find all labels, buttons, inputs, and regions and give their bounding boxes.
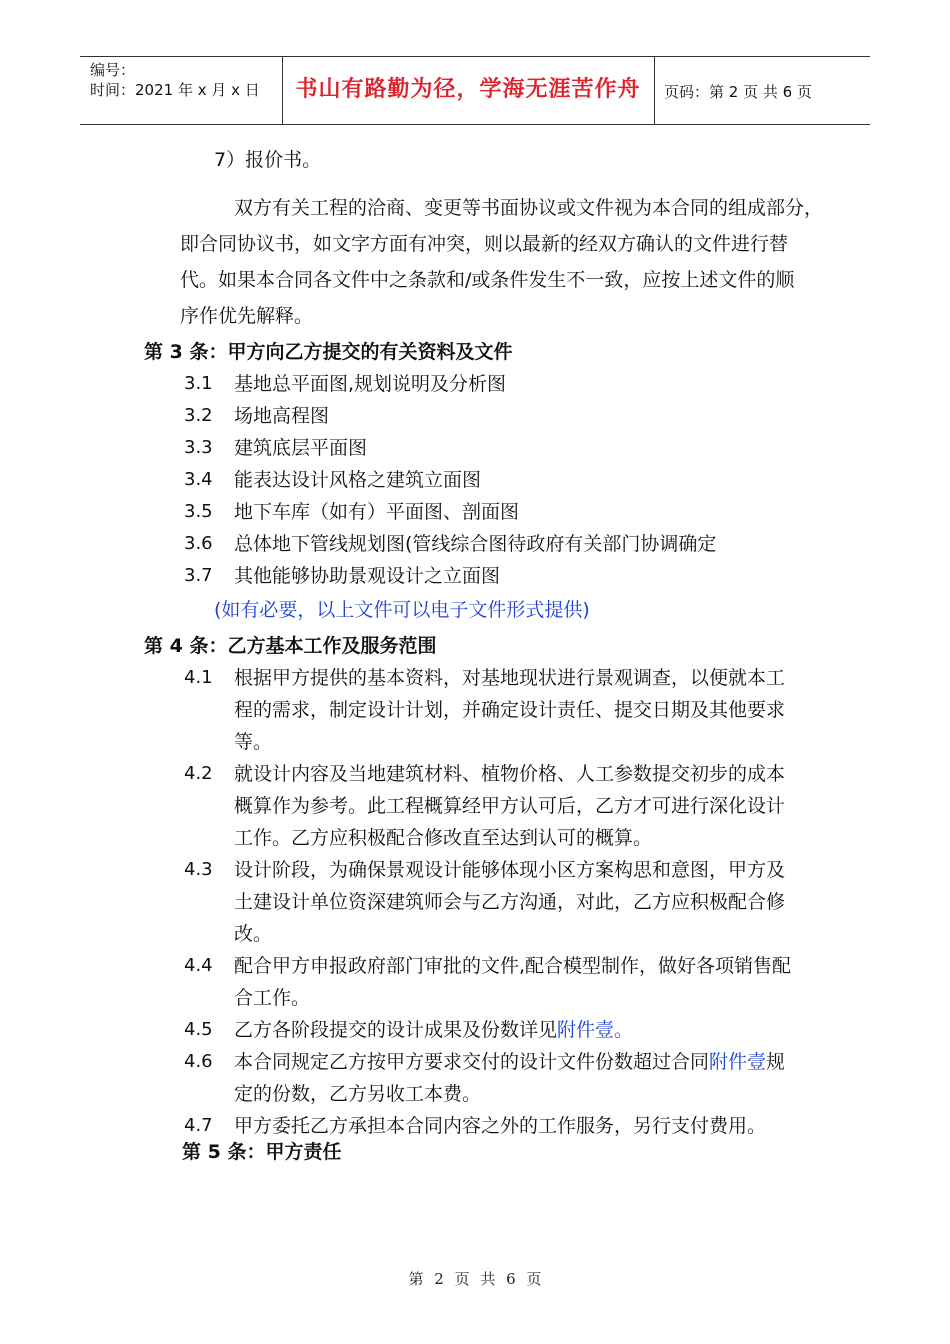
item-text: 规: [766, 1051, 786, 1073]
item-text-line: 等。: [234, 731, 273, 753]
item-text: 乙方各阶段提交的设计成果及份数详见: [234, 1019, 558, 1041]
paragraph-line-2: 即合同协议书，如文字方面有冲突，则以最新的经双方确认的文件进行替: [180, 233, 789, 255]
item-text: 能表达设计风格之建筑立面图: [234, 469, 482, 491]
page-footer: 第 2 页 共 6 页: [408, 1270, 542, 1288]
header-bottom-rule: [80, 124, 870, 125]
item-number: 3.4: [184, 469, 213, 490]
item-number: 3.5: [184, 501, 213, 522]
item-text-line: [234, 1014, 633, 1046]
article-3-title: 第 3 条：甲方向乙方提交的有关资料及文件: [144, 341, 513, 363]
article-3-note: (如有必要，以上文件可以电子文件形式提供): [214, 599, 590, 621]
item-text-line: 定的份数，乙方另收工本费。: [234, 1083, 482, 1105]
paragraph-line-4: 序作优先解释。: [180, 305, 314, 327]
item-number: 4.6: [184, 1051, 213, 1072]
item-text-line: 概算作为参考。此工程概算经甲方认可后，乙方才可进行深化设计: [234, 795, 786, 817]
item-number: 4.7: [184, 1115, 213, 1136]
article-4-title: 第 4 条：乙方基本工作及服务范围: [144, 635, 437, 657]
header-motto: 书山有路勤为径，学海无涯苦作舟: [295, 77, 641, 102]
item-number: 3.3: [184, 437, 213, 458]
item-number: 4.2: [184, 763, 213, 784]
header-page-info: 页码：第 2 页 共 6 页: [664, 83, 812, 101]
item-text-line: 配合甲方申报政府部门审批的文件,配合模型制作，做好各项销售配: [234, 955, 792, 977]
item-text: 基地总平面图,规划说明及分析图: [234, 373, 507, 395]
item-text-line: [234, 1046, 785, 1078]
paragraph-line-3: 代。如果本合同各文件中之条款和/或条件发生不一致，应按上述文件的顺: [180, 269, 795, 291]
attachment-link[interactable]: 附件壹。: [557, 1019, 634, 1041]
item-number: 3.6: [184, 533, 213, 554]
item-text-line: 土建设计单位资深建筑师会与乙方沟通，对此，乙方应积极配合修: [234, 891, 786, 913]
item-text: 地下车库（如有）平面图、剖面图: [234, 501, 520, 523]
item-text-line: 合工作。: [234, 987, 311, 1009]
item-text: 其他能够协助景观设计之立面图: [234, 565, 501, 587]
article-5-title: 第 5 条：甲方责任: [182, 1141, 342, 1163]
item-text: 场地高程图: [234, 405, 330, 427]
item-text-line: 工作。乙方应积极配合修改直至达到认可的概算。: [234, 827, 653, 849]
header-divider-right: [654, 56, 655, 124]
item-text-line: 设计阶段，为确保景观设计能够体现小区方案构思和意图，甲方及: [234, 859, 786, 881]
item-number: 4.3: [184, 859, 213, 880]
item-text-line: 程的需求，制定设计计划，并确定设计责任、提交日期及其他要求: [234, 699, 786, 721]
item-number: 3.1: [184, 373, 213, 394]
item-text-line: 改。: [234, 923, 273, 945]
paragraph-line-1: 双方有关工程的洽商、变更等书面协议或文件视为本合同的组成部分，: [234, 197, 824, 219]
header-number-label: 编号：: [90, 61, 136, 79]
item-text-line: 根据甲方提供的基本资料，对基地现状进行景观调查，以便就本工: [234, 667, 786, 689]
item-text: 本合同规定乙方按甲方要求交付的设计文件份数超过合同: [234, 1051, 710, 1073]
item-number: 4.4: [184, 955, 213, 976]
item-number: 3.2: [184, 405, 213, 426]
item-number: 3.7: [184, 565, 213, 586]
item-text: 建筑底层平面图: [234, 437, 368, 459]
item-text-line: 就设计内容及当地建筑材料、植物价格、人工参数提交初步的成本: [234, 763, 786, 785]
item-number: 4.1: [184, 667, 213, 688]
item-text-line: 甲方委托乙方承担本合同内容之外的工作服务，另行支付费用。: [234, 1115, 767, 1137]
attachment-link[interactable]: 附件壹: [709, 1051, 767, 1073]
item-text: 总体地下管线规划图(管线综合图待政府有关部门协调确定: [234, 533, 717, 555]
list-item-7: 7）报价书。: [214, 149, 322, 171]
item-number: 4.5: [184, 1019, 213, 1040]
header-time-label: 时间：2021 年 x 月 x 日: [90, 81, 260, 99]
